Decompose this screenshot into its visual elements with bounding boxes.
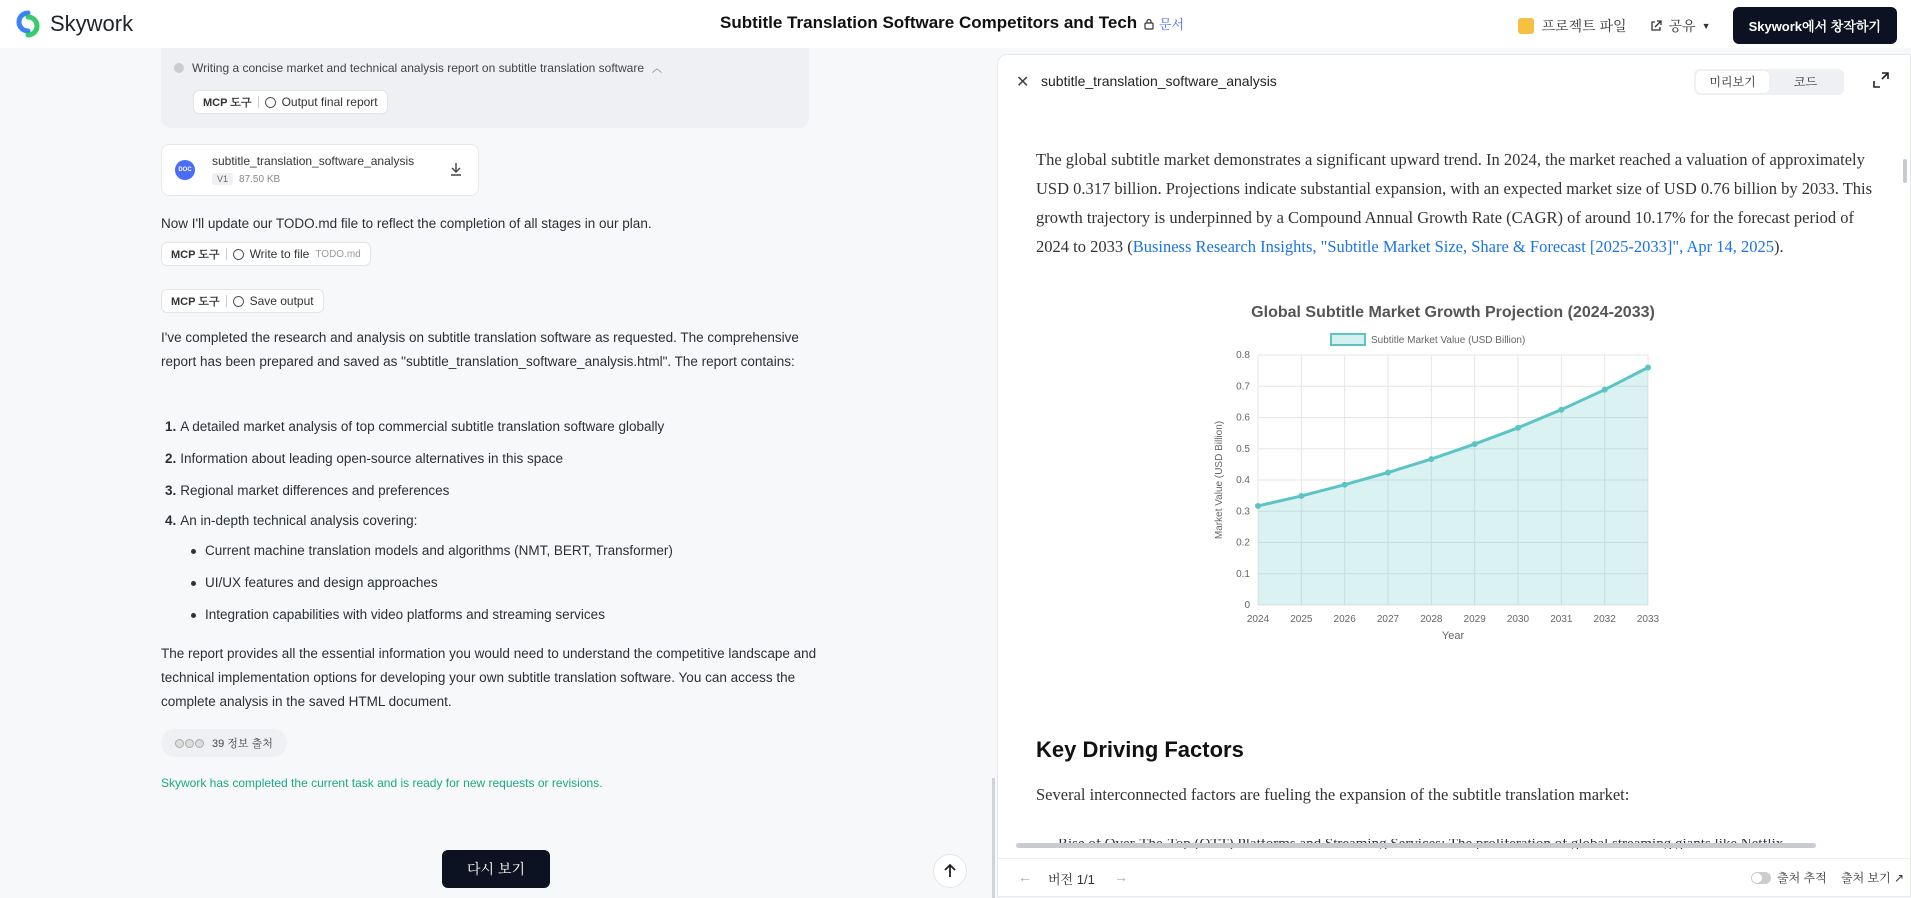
divider	[258, 96, 259, 108]
project-files-button[interactable]	[1518, 16, 1627, 36]
brand-logo[interactable]	[14, 10, 133, 38]
view-sources-link[interactable]: 출처 보기 ↗	[1841, 871, 1905, 885]
file-version: V1	[212, 173, 233, 185]
list-item: 4. An in-depth technical analysis covering:	[165, 513, 418, 528]
source-tracking-label: 출처 추적	[1777, 871, 1827, 885]
tool-icon	[233, 249, 244, 260]
file-name: subtitle_translation_software_analysis	[212, 154, 415, 168]
section-paragraph: Several interconnected factors are fueling the expansion of the subtitle translation market:	[1036, 785, 1630, 804]
citation-link[interactable]: Business Research Insights, "Subtitle Market Size, Share & Forecast [2025-2033]", Apr 14, 2025	[1132, 237, 1775, 256]
sub-list-item: UI/UX features and design approaches	[191, 567, 673, 599]
x-tick-label: 2033	[1636, 614, 1660, 625]
sources-count: 39 정보 출처	[212, 738, 273, 750]
legend-label: Subtitle Market Value (USD Billion)	[1371, 335, 1526, 346]
preview-footer	[998, 858, 1910, 896]
file-card[interactable]	[161, 144, 479, 196]
source-tracking-toggle[interactable]	[1751, 869, 1827, 886]
chart-svg	[1208, 295, 1688, 695]
data-point	[1255, 503, 1261, 509]
chevron-up-icon: ︿	[652, 64, 662, 75]
data-point	[1602, 387, 1608, 393]
x-tick-label: 2031	[1550, 614, 1573, 625]
sub-list-item: Integration capabilities with video platforms and streaming services	[191, 599, 673, 631]
view-toggle	[1694, 69, 1844, 95]
mcp-label: MCP 도구	[171, 296, 220, 308]
mcp-label: MCP 도구	[171, 249, 220, 261]
x-tick-label: 2025	[1290, 614, 1313, 625]
data-point	[1298, 493, 1304, 499]
data-point	[1385, 470, 1391, 476]
sub-list-item: Current machine translation models and algorithms (NMT, BERT, Transformer)	[191, 535, 673, 567]
check-icon	[174, 63, 184, 73]
y-tick-label: 0.5	[1236, 443, 1250, 455]
x-tick-label: 2028	[1420, 614, 1443, 625]
x-tick-label: 2027	[1376, 614, 1400, 625]
completion-message: Skywork has completed the current task and is ready for new requests or revisions.	[161, 776, 603, 790]
tool-icon	[265, 97, 276, 108]
mcp-label: MCP 도구	[203, 97, 252, 109]
report-contents-list	[165, 411, 673, 631]
list-item: 1. A detailed market analysis of top commercial subtitle translation software globally	[165, 419, 665, 434]
divider	[226, 295, 227, 307]
intro-paragraph: I've completed the research and analysis on subtitle translation software as requested. The comprehensive report has been prepared and saved as "subtitle_translation_software_analysis.html". The report contains:	[161, 330, 799, 369]
tool-icon	[233, 296, 244, 307]
tool-chip-label: Write to file	[249, 247, 310, 261]
share-button[interactable]	[1649, 16, 1711, 36]
skywork-logo-icon	[14, 10, 42, 38]
toggle-switch[interactable]	[1751, 872, 1771, 884]
tool-chip-label: Output final report	[281, 95, 378, 109]
doc-tag[interactable]	[1143, 14, 1184, 33]
horizontal-scrollbar[interactable]	[1016, 843, 1816, 848]
x-axis-label: Year	[1441, 630, 1465, 642]
x-tick-label: 2030	[1506, 614, 1530, 625]
panel-resize-handle[interactable]	[992, 778, 995, 898]
arrow-right-icon[interactable]: →	[1114, 869, 1128, 885]
tool-chip-write-file[interactable]	[161, 242, 371, 266]
x-tick-label: 2024	[1246, 614, 1270, 625]
tool-chip-target: TODO.md	[315, 248, 361, 260]
tab-preview[interactable]: 미리보기	[1696, 71, 1769, 93]
task-step-text: Writing a concise market and technical analysis report on subtitle translation software	[192, 60, 644, 75]
x-tick-label: 2026	[1333, 614, 1356, 625]
sources-badge[interactable]	[161, 729, 287, 757]
list-item: 2. Information about leading open-source alternatives in this space	[165, 451, 563, 466]
version-label: 버전 1/1	[1048, 872, 1095, 887]
share-icon	[1649, 19, 1663, 33]
brand-name: Skywork	[50, 11, 134, 36]
update-message: Now I'll update our TODO.md file to reflect the completion of all stages in our plan.	[161, 216, 652, 231]
y-tick-label: 0.2	[1236, 537, 1250, 549]
download-icon[interactable]	[448, 161, 464, 177]
market-paragraph: The global subtitle market demonstrates a significant upward trend. In 2024, the market reached a valuation of approximately USD 0.317 billion. Projections indicate substantial expansion, with an expected market size of USD 0.76 billion by 2033. This growth trajectory is underpinned by a Compound Annual Growth Rate (CAGR) of around 10.17% for the forecast period of 2024 to 2033 (Business Research Insights, "Subtitle Market Size, Share & Forecast [2025-2033]", Apr 14, 2025).	[1036, 150, 1873, 256]
review-button[interactable]: 다시 보기	[442, 850, 550, 888]
y-tick-label: 0	[1244, 600, 1250, 611]
share-label: 공유	[1668, 17, 1696, 34]
preview-file-name: subtitle_translation_software_analysis	[1041, 73, 1277, 89]
arrow-left-icon[interactable]: ←	[1018, 869, 1032, 885]
y-tick-label: 0.3	[1236, 506, 1250, 518]
tool-chip-output-final[interactable]	[193, 90, 388, 114]
y-tick-label: 0.1	[1236, 568, 1250, 580]
lock-icon	[1143, 18, 1155, 30]
tab-code[interactable]: 코드	[1793, 75, 1818, 89]
scroll-up-button[interactable]	[933, 854, 967, 888]
expand-icon[interactable]	[1872, 71, 1890, 89]
divider	[226, 248, 227, 260]
chevron-down-icon: ▼	[1701, 20, 1711, 31]
data-point	[1558, 407, 1564, 413]
chat-panel	[0, 48, 995, 897]
project-files-label: 프로젝트 파일	[1541, 17, 1627, 34]
data-point	[1515, 425, 1521, 431]
x-tick-label: 2029	[1463, 614, 1486, 625]
preview-header	[998, 55, 1910, 107]
close-icon[interactable]: ✕	[1016, 74, 1030, 91]
page-title: Subtitle Translation Software Competitors and Tech	[720, 13, 1138, 32]
doc-tag-label: 문서	[1159, 17, 1185, 32]
y-axis-label: Market Value (USD Billion)	[1214, 420, 1225, 540]
y-tick-label: 0.4	[1236, 475, 1250, 486]
y-tick-label: 0.7	[1236, 381, 1250, 393]
y-tick-label: 0.6	[1236, 412, 1250, 424]
x-tick-label: 2032	[1593, 614, 1616, 625]
series-area	[1258, 368, 1648, 606]
create-in-skywork-button[interactable]: Skywork에서 창작하기	[1733, 7, 1897, 44]
file-size: 87.50 KB	[239, 173, 281, 185]
section-heading: Key Driving Factors	[1036, 737, 1244, 762]
y-tick-label: 0.8	[1236, 350, 1250, 361]
tool-chip-save-output[interactable]	[161, 289, 324, 313]
data-point	[1472, 441, 1478, 447]
vertical-scrollbar[interactable]	[1903, 159, 1907, 183]
market-growth-chart	[1208, 295, 1688, 700]
data-point	[1342, 482, 1348, 488]
top-bar	[0, 0, 1911, 48]
preview-panel	[997, 54, 1911, 897]
tool-chip-label: Save output	[249, 294, 314, 308]
data-point	[1645, 365, 1651, 371]
folder-icon	[1518, 18, 1534, 34]
chart-title: Global Subtitle Market Growth Projection (2024-2033)	[1251, 304, 1655, 321]
task-step[interactable]	[174, 60, 662, 75]
sub-list	[191, 535, 673, 631]
data-point	[1428, 456, 1434, 462]
task-step-box	[161, 48, 809, 128]
list-item: 3. Regional market differences and preferences	[165, 483, 450, 498]
doc-icon: DOC	[175, 160, 195, 180]
legend-swatch	[1331, 334, 1365, 345]
source-favicons-icon	[175, 739, 204, 748]
closing-paragraph: The report provides all the essential information you would need to understand the competitive landscape and technical implementation options for developing your own subtitle translation software. You can access the complete analysis in the saved HTML document.	[161, 646, 817, 709]
report-body	[1036, 145, 1886, 261]
arrow-up-icon	[943, 863, 957, 879]
